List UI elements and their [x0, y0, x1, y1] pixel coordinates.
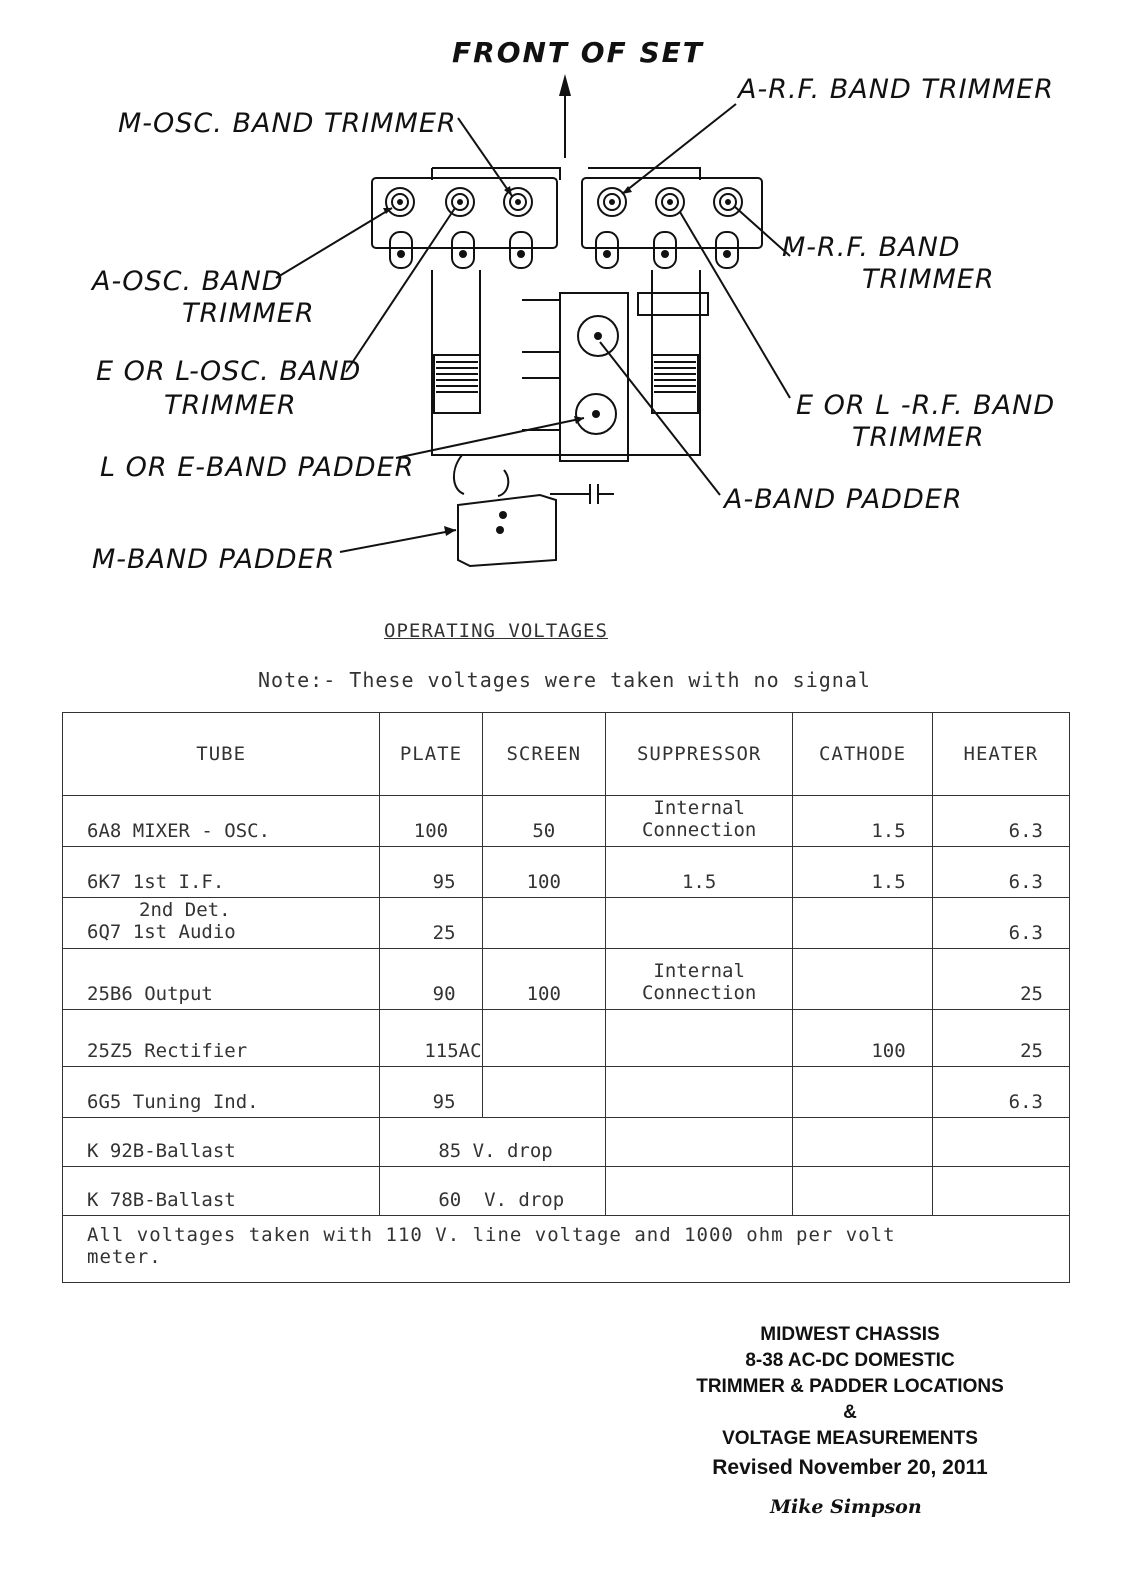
tube-cell	[63, 898, 380, 949]
header-plate: PLATE	[380, 713, 482, 796]
front-arrow-head	[559, 74, 571, 96]
table-row	[63, 1067, 1070, 1118]
suppressor-cell	[606, 796, 793, 847]
footer-cell	[63, 1216, 1070, 1283]
plate-cell: 115AC	[380, 1010, 482, 1067]
screen-cell	[482, 898, 605, 949]
tube-line2: 6Q7 1st Audio	[87, 921, 236, 944]
screen-cell	[482, 1067, 605, 1118]
footer-line1: All voltages taken with 110 V. line voltage and 1000 ohm per volt	[87, 1224, 896, 1247]
tube-cell: K 92B-Ballast	[63, 1118, 380, 1167]
l-e-band-padder-label: L OR E-BAND PADDER	[100, 452, 415, 483]
suppressor-line2: Connection	[641, 819, 757, 842]
trimmer-padder-diagram	[0, 0, 1125, 600]
cathode-cell: 100	[793, 1010, 932, 1067]
cathode-cell: 1.5	[793, 847, 932, 898]
caption-line4: &	[843, 1402, 857, 1423]
header-suppressor: SUPPRESSOR	[606, 713, 793, 796]
plate-span-cell: 85 V. drop	[380, 1118, 606, 1167]
plate-cell: 25	[380, 898, 482, 949]
a-osc-band-trimmer-label-2: TRIMMER	[182, 298, 315, 329]
header-screen: SCREEN	[482, 713, 605, 796]
a-osc-band-trimmer-label: A-OSC. BAND	[92, 266, 284, 297]
cathode-cell	[793, 898, 932, 949]
document-caption	[640, 1322, 1060, 1484]
m-osc-band-trimmer-label: M-OSC. BAND TRIMMER	[118, 108, 457, 139]
heater-cell: 6.3	[932, 847, 1069, 898]
note-text: Note:- These voltages were taken with no signal	[258, 668, 871, 692]
leader-lines	[276, 104, 790, 552]
tube-cell: 25Z5 Rectifier	[63, 1010, 380, 1067]
tube-cell: K 78B-Ballast	[63, 1167, 380, 1216]
caption-line1: MIDWEST CHASSIS	[760, 1324, 940, 1345]
suppressor-line1: Internal	[653, 797, 745, 820]
voltage-table	[62, 712, 1070, 1283]
heater-cell	[932, 1118, 1069, 1167]
screen-cell: 100	[482, 847, 605, 898]
m-rf-band-trimmer-label-2: TRIMMER	[862, 264, 995, 295]
cathode-cell	[793, 1167, 932, 1216]
table-row	[63, 1118, 1070, 1167]
table-row	[63, 898, 1070, 949]
caption-line3: TRIMMER & PADDER LOCATIONS	[696, 1376, 1004, 1397]
cathode-cell	[793, 949, 932, 1010]
heater-cell: 6.3	[932, 898, 1069, 949]
suppressor-cell: 1.5	[606, 847, 793, 898]
tube-cell: 6K7 1st I.F.	[63, 847, 380, 898]
plate-cell: 100	[380, 796, 482, 847]
tube-cell: 6A8 MIXER - OSC.	[63, 796, 380, 847]
header-cathode: CATHODE	[793, 713, 932, 796]
suppressor-cell	[606, 1167, 793, 1216]
suppressor-cell	[606, 1118, 793, 1167]
cathode-cell	[793, 1067, 932, 1118]
chassis-drawing	[372, 168, 762, 566]
a-band-padder-label: A-BAND PADDER	[724, 484, 963, 515]
heater-cell: 6.3	[932, 1067, 1069, 1118]
table-row	[63, 1010, 1070, 1067]
cathode-cell	[793, 1118, 932, 1167]
caption-line2: 8-38 AC-DC DOMESTIC	[745, 1350, 955, 1371]
plate-span-cell: 60 V. drop	[380, 1167, 606, 1216]
table-row	[63, 796, 1070, 847]
caption-line5: VOLTAGE MEASUREMENTS	[722, 1428, 978, 1449]
m-band-padder-label: M-BAND PADDER	[92, 544, 336, 575]
suppressor-cell	[606, 1010, 793, 1067]
tube-cell: 6G5 Tuning Ind.	[63, 1067, 380, 1118]
heater-cell	[932, 1167, 1069, 1216]
screen-cell: 100	[482, 949, 605, 1010]
e-l-rf-band-trimmer-label-2: TRIMMER	[852, 422, 985, 453]
suppressor-cell	[606, 1067, 793, 1118]
caption-revised: Revised November 20, 2011	[712, 1456, 988, 1479]
table-footer-row	[63, 1216, 1070, 1283]
heater-cell: 25	[932, 1010, 1069, 1067]
header-heater: HEATER	[932, 713, 1069, 796]
section-title: OPERATING VOLTAGES	[384, 620, 608, 642]
suppressor-line2: Connection	[641, 982, 757, 1005]
table-row	[63, 1167, 1070, 1216]
heater-cell: 6.3	[932, 796, 1069, 847]
front-of-set-label: FRONT OF SET	[452, 36, 704, 69]
table-row	[63, 847, 1070, 898]
cathode-cell: 1.5	[793, 796, 932, 847]
screen-cell	[482, 1010, 605, 1067]
footer-line2: meter.	[87, 1246, 162, 1268]
table-header-row	[63, 713, 1070, 796]
m-rf-band-trimmer-label: M-R.F. BAND	[782, 232, 961, 263]
tube-line1: 2nd Det.	[139, 899, 231, 922]
e-l-osc-band-trimmer-label-2: TRIMMER	[164, 390, 297, 421]
a-rf-band-trimmer-label: A-R.F. BAND TRIMMER	[738, 74, 1054, 105]
e-l-osc-band-trimmer-label: E OR L-OSC. BAND	[96, 356, 362, 387]
signature: Mike Simpson	[770, 1496, 922, 1518]
plate-cell: 90	[380, 949, 482, 1010]
tube-cell: 25B6 Output	[63, 949, 380, 1010]
e-l-rf-band-trimmer-label: E OR L -R.F. BAND	[796, 390, 1056, 421]
suppressor-cell	[606, 898, 793, 949]
plate-cell: 95	[380, 1067, 482, 1118]
screen-cell: 50	[482, 796, 605, 847]
suppressor-cell	[606, 949, 793, 1010]
header-tube: TUBE	[63, 713, 380, 796]
suppressor-line1: Internal	[653, 960, 745, 983]
heater-cell: 25	[932, 949, 1069, 1010]
plate-cell: 95	[380, 847, 482, 898]
table-row	[63, 949, 1070, 1010]
